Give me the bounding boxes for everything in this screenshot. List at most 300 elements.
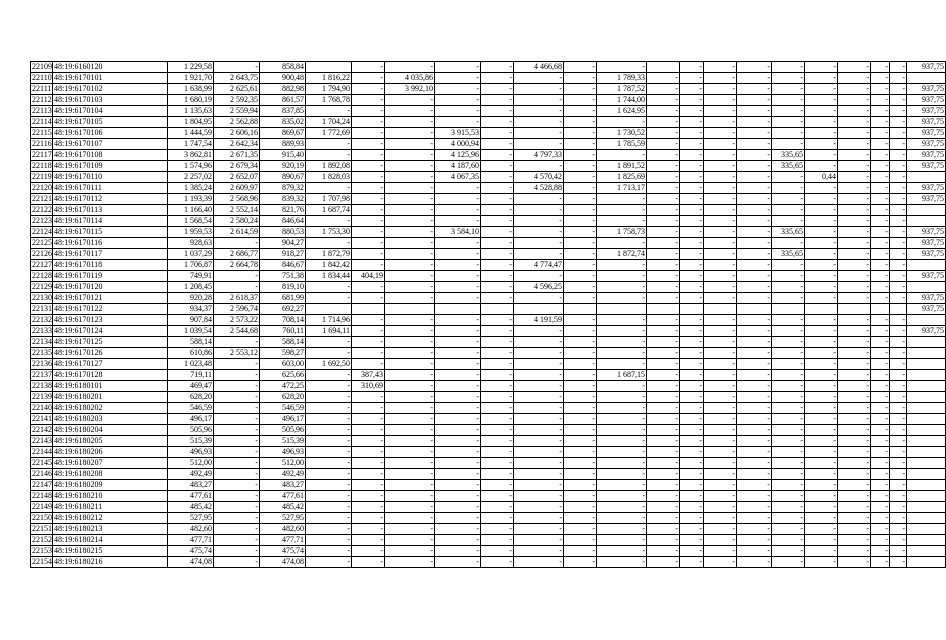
value-cell: - — [385, 403, 435, 414]
value-cell: - — [772, 513, 805, 524]
value-cell: 1 768,78 — [306, 95, 352, 106]
value-cell — [907, 172, 946, 183]
value-cell: - — [680, 436, 704, 447]
value-cell: - — [838, 491, 871, 502]
value-cell: - — [805, 84, 838, 95]
value-cell: - — [805, 359, 838, 370]
value-cell: - — [514, 491, 564, 502]
value-cell: 937,75 — [907, 139, 946, 150]
value-cell: - — [890, 227, 907, 238]
cadastral-number-cell: 48:19:6170123 — [53, 315, 168, 326]
value-cell: - — [704, 469, 737, 480]
value-cell: - — [890, 293, 907, 304]
value-cell: 937,75 — [907, 84, 946, 95]
value-cell: 4 191,59 — [514, 315, 564, 326]
value-cell: - — [514, 524, 564, 535]
value-cell: - — [890, 238, 907, 249]
value-cell: 4 570,42 — [514, 172, 564, 183]
value-cell: - — [704, 216, 737, 227]
value-cell: - — [385, 469, 435, 480]
value-cell: - — [737, 84, 772, 95]
value-cell: - — [564, 128, 597, 139]
value-cell: - — [805, 194, 838, 205]
value-cell: - — [385, 425, 435, 436]
value-cell: - — [352, 117, 385, 128]
value-cell: - — [214, 458, 260, 469]
value-cell: - — [514, 557, 564, 568]
value-cell: - — [805, 106, 838, 117]
value-cell: - — [385, 106, 435, 117]
value-cell: 719,11 — [168, 370, 214, 381]
value-cell: - — [647, 469, 680, 480]
value-cell: - — [481, 513, 514, 524]
value-cell: 904,27 — [260, 238, 306, 249]
value-cell: - — [564, 359, 597, 370]
cadastral-number-cell: 48:19:6180208 — [53, 469, 168, 480]
value-cell: - — [704, 381, 737, 392]
value-cell: - — [352, 73, 385, 84]
value-cell: - — [214, 546, 260, 557]
value-cell: - — [704, 315, 737, 326]
value-cell: 2 568,96 — [214, 194, 260, 205]
value-cell: - — [704, 436, 737, 447]
value-cell: - — [647, 161, 680, 172]
value-cell: - — [772, 183, 805, 194]
value-cell: - — [597, 315, 647, 326]
value-cell: - — [352, 249, 385, 260]
value-cell — [514, 304, 564, 315]
value-cell: - — [890, 150, 907, 161]
value-cell: - — [838, 469, 871, 480]
value-cell: - — [352, 95, 385, 106]
value-cell: - — [564, 216, 597, 227]
value-cell: - — [890, 260, 907, 271]
value-cell: - — [680, 117, 704, 128]
value-cell: 937,75 — [907, 117, 946, 128]
cadastral-number-cell: 48:19:6170116 — [53, 238, 168, 249]
table-row — [31, 348, 946, 359]
value-cell: - — [481, 227, 514, 238]
value-cell: - — [564, 194, 597, 205]
cadastral-number-cell: 48:19:6170110 — [53, 172, 168, 183]
value-cell: - — [838, 117, 871, 128]
value-cell: - — [435, 502, 481, 513]
value-cell — [907, 359, 946, 370]
value-cell — [907, 480, 946, 491]
value-cell: 837,85 — [260, 106, 306, 117]
value-cell: - — [481, 238, 514, 249]
value-cell: - — [890, 106, 907, 117]
value-cell: - — [306, 139, 352, 150]
value-cell: - — [564, 403, 597, 414]
value-cell: 2 596,74 — [214, 304, 260, 315]
row-number-cell: 22113 — [32, 106, 52, 115]
value-cell: - — [435, 315, 481, 326]
value-cell: - — [564, 161, 597, 172]
value-cell: - — [737, 480, 772, 491]
value-cell: - — [838, 458, 871, 469]
value-cell: - — [737, 315, 772, 326]
value-cell: - — [704, 95, 737, 106]
value-cell — [907, 469, 946, 480]
value-cell: - — [385, 194, 435, 205]
value-cell: - — [481, 95, 514, 106]
value-cell: - — [737, 216, 772, 227]
table-row — [31, 282, 946, 293]
value-cell: - — [772, 205, 805, 216]
value-cell: - — [647, 315, 680, 326]
value-cell: - — [435, 370, 481, 381]
value-cell: - — [890, 546, 907, 557]
value-cell: - — [890, 62, 907, 73]
value-cell: - — [647, 205, 680, 216]
value-cell: - — [564, 106, 597, 117]
value-cell: - — [805, 62, 838, 73]
value-cell: 512,00 — [168, 458, 214, 469]
value-cell: - — [772, 128, 805, 139]
row-number-cell: 22110 — [32, 73, 52, 82]
value-cell: 1 713,17 — [597, 183, 647, 194]
cadastral-number-cell: 48:19:6170105 — [53, 117, 168, 128]
value-cell: - — [838, 95, 871, 106]
value-cell: - — [871, 458, 890, 469]
row-number-cell: 22139 — [32, 392, 52, 401]
value-cell: - — [871, 557, 890, 568]
value-cell: - — [838, 326, 871, 337]
row-number-cell: 22111 — [32, 84, 52, 93]
value-cell: - — [514, 392, 564, 403]
value-cell: 1 772,69 — [306, 128, 352, 139]
value-cell: - — [772, 348, 805, 359]
value-cell: - — [352, 337, 385, 348]
value-cell: - — [435, 414, 481, 425]
value-cell: - — [564, 535, 597, 546]
value-cell: - — [481, 205, 514, 216]
value-cell: - — [871, 315, 890, 326]
value-cell: - — [871, 117, 890, 128]
value-cell: - — [481, 326, 514, 337]
value-cell: - — [597, 326, 647, 337]
value-cell: - — [564, 227, 597, 238]
table-row — [31, 271, 946, 282]
value-cell: - — [481, 535, 514, 546]
value-cell: - — [647, 271, 680, 282]
value-cell: - — [385, 238, 435, 249]
value-cell — [907, 282, 946, 293]
value-cell: - — [306, 337, 352, 348]
value-cell: - — [805, 139, 838, 150]
value-cell: 3 992,10 — [385, 84, 435, 95]
value-cell: - — [737, 282, 772, 293]
value-cell: - — [435, 469, 481, 480]
value-cell: 2 580,24 — [214, 216, 260, 227]
value-cell: 1 758,73 — [597, 227, 647, 238]
value-cell: - — [352, 502, 385, 513]
value-cell: - — [435, 436, 481, 447]
value-cell: - — [890, 337, 907, 348]
value-cell: - — [737, 293, 772, 304]
cadastral-number-cell: 48:19:6170128 — [53, 370, 168, 381]
row-number-cell: 22144 — [32, 447, 52, 456]
row-number-cell: 22137 — [32, 370, 52, 379]
value-cell: - — [805, 436, 838, 447]
row-number-cell: 22131 — [32, 304, 52, 313]
value-cell: - — [680, 348, 704, 359]
value-cell — [907, 381, 946, 392]
value-cell: - — [805, 458, 838, 469]
value-cell: - — [306, 238, 352, 249]
value-cell: 1 714,96 — [306, 315, 352, 326]
value-cell: - — [352, 535, 385, 546]
table-row — [31, 513, 946, 524]
value-cell: - — [435, 480, 481, 491]
value-cell: - — [647, 458, 680, 469]
value-cell: - — [680, 282, 704, 293]
value-cell: - — [564, 315, 597, 326]
cadastral-number-cell: 48:19:6170119 — [53, 271, 168, 282]
table-row — [31, 238, 946, 249]
value-cell: - — [805, 502, 838, 513]
value-cell: - — [871, 469, 890, 480]
value-cell: - — [838, 447, 871, 458]
value-cell: - — [385, 535, 435, 546]
value-cell: 937,75 — [907, 150, 946, 161]
value-cell: - — [680, 480, 704, 491]
value-cell: - — [805, 282, 838, 293]
value-cell: - — [737, 227, 772, 238]
value-cell: 937,75 — [907, 293, 946, 304]
value-cell: 2 679,34 — [214, 161, 260, 172]
value-cell — [907, 73, 946, 84]
value-cell: - — [772, 194, 805, 205]
value-cell: - — [352, 546, 385, 557]
cadastral-number-cell: 48:19:6170103 — [53, 95, 168, 106]
value-cell — [597, 304, 647, 315]
row-number-cell: 22122 — [32, 205, 52, 214]
value-cell: - — [704, 502, 737, 513]
value-cell: - — [514, 161, 564, 172]
value-cell: - — [838, 161, 871, 172]
table-row — [31, 414, 946, 425]
value-cell: - — [481, 370, 514, 381]
value-cell: - — [514, 271, 564, 282]
value-cell: - — [352, 260, 385, 271]
value-cell: 2 614,59 — [214, 227, 260, 238]
value-cell: - — [871, 414, 890, 425]
value-cell: - — [890, 348, 907, 359]
value-cell: - — [214, 480, 260, 491]
value-cell: - — [352, 491, 385, 502]
value-cell: - — [737, 249, 772, 260]
value-cell: - — [647, 370, 680, 381]
table-row — [31, 502, 946, 513]
value-cell: - — [597, 117, 647, 128]
value-cell: - — [564, 348, 597, 359]
value-cell: - — [597, 271, 647, 282]
value-cell: - — [306, 150, 352, 161]
value-cell: 1 574,96 — [168, 161, 214, 172]
value-cell: - — [647, 513, 680, 524]
value-cell: - — [214, 282, 260, 293]
value-cell: - — [704, 447, 737, 458]
cadastral-number-cell: 48:19:6170124 — [53, 326, 168, 337]
value-cell: 1 892,08 — [306, 161, 352, 172]
value-cell: - — [772, 425, 805, 436]
value-cell: - — [680, 326, 704, 337]
value-cell: - — [737, 414, 772, 425]
value-cell: 482,60 — [168, 524, 214, 535]
row-number-cell: 22142 — [32, 425, 52, 434]
value-cell — [704, 304, 737, 315]
value-cell: - — [871, 238, 890, 249]
value-cell: - — [871, 348, 890, 359]
value-cell: - — [564, 150, 597, 161]
value-cell: - — [704, 293, 737, 304]
value-cell: - — [704, 359, 737, 370]
value-cell: - — [871, 480, 890, 491]
value-cell: - — [737, 271, 772, 282]
value-cell: - — [481, 381, 514, 392]
value-cell: - — [737, 370, 772, 381]
value-cell: - — [514, 436, 564, 447]
value-cell: - — [647, 194, 680, 205]
row-number-cell: 22119 — [32, 172, 52, 181]
value-cell: - — [647, 348, 680, 359]
value-cell: - — [680, 535, 704, 546]
value-cell: - — [737, 436, 772, 447]
value-cell: - — [838, 293, 871, 304]
table-row — [31, 425, 946, 436]
value-cell: 1 135,63 — [168, 106, 214, 117]
value-cell: - — [481, 139, 514, 150]
value-cell: - — [647, 117, 680, 128]
value-cell: 2 642,34 — [214, 139, 260, 150]
value-cell: - — [214, 557, 260, 568]
value-cell: - — [597, 458, 647, 469]
value-cell: - — [435, 513, 481, 524]
value-cell: - — [805, 326, 838, 337]
value-cell: 937,75 — [907, 227, 946, 238]
value-cell: - — [352, 436, 385, 447]
table-row — [31, 73, 946, 84]
value-cell: 485,42 — [260, 502, 306, 513]
value-cell: - — [737, 348, 772, 359]
value-cell: 483,27 — [168, 480, 214, 491]
value-cell: 492,49 — [260, 469, 306, 480]
row-number-cell: 22136 — [32, 359, 52, 368]
value-cell: - — [435, 216, 481, 227]
value-cell: - — [564, 447, 597, 458]
value-cell: - — [647, 84, 680, 95]
value-cell: - — [772, 282, 805, 293]
value-cell: - — [597, 425, 647, 436]
value-cell: - — [737, 524, 772, 535]
value-cell — [647, 62, 680, 73]
row-number-cell: 22112 — [32, 95, 52, 104]
value-cell: - — [597, 546, 647, 557]
data-table — [30, 61, 946, 568]
row-number-cell: 22125 — [32, 238, 52, 247]
value-cell: - — [805, 238, 838, 249]
value-cell: - — [890, 73, 907, 84]
value-cell: 310,69 — [352, 381, 385, 392]
value-cell: - — [352, 84, 385, 95]
value-cell: - — [385, 161, 435, 172]
value-cell: - — [481, 249, 514, 260]
value-cell: - — [838, 139, 871, 150]
value-cell: - — [805, 205, 838, 216]
value-cell: - — [352, 469, 385, 480]
value-cell — [907, 403, 946, 414]
value-cell: - — [838, 524, 871, 535]
value-cell: - — [435, 403, 481, 414]
value-cell: - — [352, 205, 385, 216]
value-cell: - — [680, 403, 704, 414]
table-row — [31, 469, 946, 480]
value-cell: - — [514, 370, 564, 381]
value-cell: - — [385, 348, 435, 359]
row-number-cell: 22154 — [32, 557, 52, 566]
value-cell: 2 625,61 — [214, 84, 260, 95]
value-cell: - — [890, 139, 907, 150]
value-cell: 505,96 — [260, 425, 306, 436]
table-row — [31, 436, 946, 447]
value-cell — [907, 205, 946, 216]
value-cell: - — [385, 216, 435, 227]
value-cell: - — [214, 436, 260, 447]
value-cell: 937,75 — [907, 238, 946, 249]
value-cell: - — [838, 381, 871, 392]
value-cell: - — [352, 557, 385, 568]
value-cell: - — [564, 370, 597, 381]
table-row — [31, 326, 946, 337]
table-row — [31, 304, 946, 315]
value-cell: - — [435, 337, 481, 348]
table-row — [31, 62, 946, 73]
value-cell: - — [435, 194, 481, 205]
cadastral-number-cell: 48:19:6170113 — [53, 205, 168, 216]
value-cell: - — [647, 414, 680, 425]
value-cell: - — [704, 205, 737, 216]
value-cell — [435, 304, 481, 315]
value-cell: 937,75 — [907, 62, 946, 73]
value-cell: - — [680, 84, 704, 95]
value-cell: 937,75 — [907, 194, 946, 205]
value-cell: - — [772, 370, 805, 381]
value-cell: 3 915,53 — [435, 128, 481, 139]
value-cell: - — [680, 95, 704, 106]
value-cell: - — [564, 271, 597, 282]
value-cell: - — [871, 524, 890, 535]
value-cell: - — [435, 348, 481, 359]
value-cell: - — [481, 271, 514, 282]
value-cell: - — [890, 183, 907, 194]
row-number-cell: 22151 — [32, 524, 52, 533]
value-cell: - — [481, 458, 514, 469]
value-cell — [564, 304, 597, 315]
value-cell: - — [352, 425, 385, 436]
value-cell: 2 609,97 — [214, 183, 260, 194]
value-cell: - — [481, 183, 514, 194]
value-cell — [907, 348, 946, 359]
table-row — [31, 117, 946, 128]
value-cell: - — [704, 249, 737, 260]
value-cell: - — [306, 282, 352, 293]
value-cell: - — [680, 469, 704, 480]
value-cell: - — [435, 260, 481, 271]
value-cell: - — [704, 73, 737, 84]
value-cell: - — [890, 282, 907, 293]
